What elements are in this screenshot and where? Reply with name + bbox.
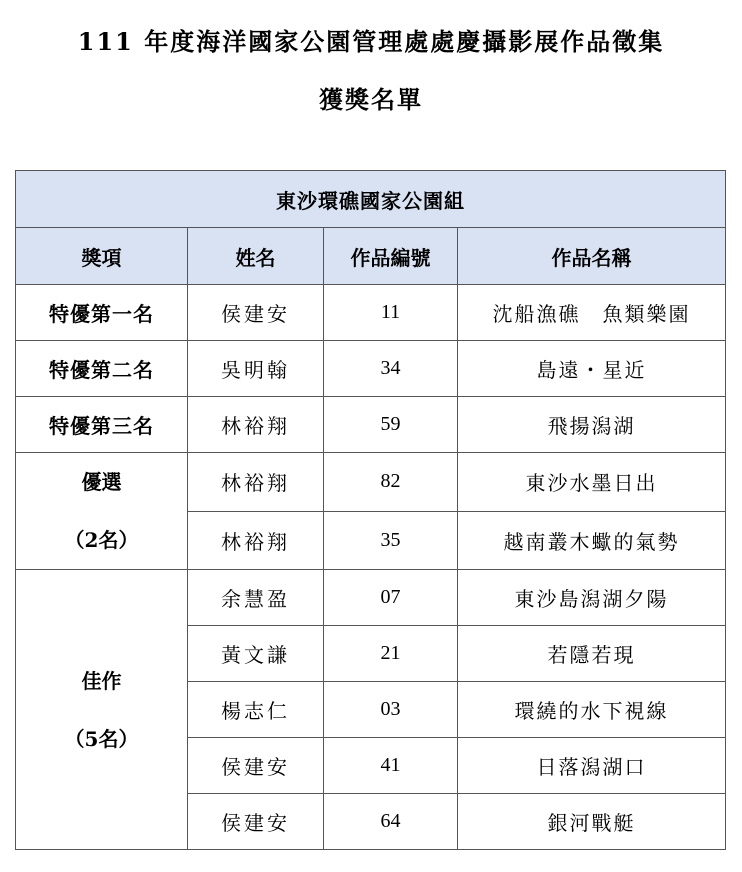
header-name: 姓名 (188, 228, 324, 285)
award-cell-merit (16, 570, 188, 850)
table-row (16, 341, 726, 397)
page-subtitle: 獲獎名單 (319, 85, 423, 114)
award-count: （5名） (64, 726, 139, 751)
work-cell: 島遠・星近 (458, 341, 726, 397)
number-cell: 41 (324, 738, 458, 794)
award-cell: 特優第二名 (16, 341, 188, 397)
header-work: 作品名稱 (458, 228, 726, 285)
number-cell: 35 (324, 511, 458, 570)
award-label: 優選 (81, 470, 122, 494)
work-cell: 東沙水墨日出 (458, 453, 726, 512)
work-cell: 沈船漁礁 魚類樂園 (458, 285, 726, 341)
name-cell: 吳明翰 (188, 341, 324, 397)
work-cell: 銀河戰艇 (458, 794, 726, 850)
award-cell: 特優第三名 (16, 397, 188, 453)
award-cell: 特優第一名 (16, 285, 188, 341)
award-label: 佳作 (81, 668, 122, 693)
award-cell-excellent (16, 453, 188, 570)
name-cell: 余慧盈 (188, 570, 324, 626)
number-cell: 64 (324, 794, 458, 850)
number-cell: 34 (324, 341, 458, 397)
work-cell: 環繞的水下視線 (458, 682, 726, 738)
name-cell: 楊志仁 (188, 682, 324, 738)
table-row (16, 397, 726, 453)
table-row (16, 285, 726, 341)
column-header-row (16, 228, 726, 285)
number-cell: 11 (324, 285, 458, 341)
name-cell: 黃文謙 (188, 626, 324, 682)
name-cell: 林裕翔 (188, 453, 324, 512)
work-cell: 東沙島潟湖夕陽 (458, 570, 726, 626)
work-cell: 越南叢木蠍的氣勢 (458, 511, 726, 570)
name-cell: 林裕翔 (188, 397, 324, 453)
work-cell: 日落潟湖口 (458, 738, 726, 794)
name-cell: 侯建安 (188, 285, 324, 341)
name-cell: 林裕翔 (188, 511, 324, 570)
header-award: 獎項 (16, 228, 188, 285)
header-number: 作品編號 (324, 228, 458, 285)
work-cell: 飛揚潟湖 (458, 397, 726, 453)
work-cell: 若隱若現 (458, 626, 726, 682)
awards-table (15, 170, 726, 850)
number-cell: 21 (324, 626, 458, 682)
number-cell: 59 (324, 397, 458, 453)
table-row (16, 453, 726, 512)
group-header-row (16, 171, 726, 228)
number-cell: 03 (324, 682, 458, 738)
name-cell: 侯建安 (188, 794, 324, 850)
name-cell: 侯建安 (188, 738, 324, 794)
number-cell: 82 (324, 453, 458, 512)
page-title: 111 年度海洋國家公園管理處處慶攝影展作品徵集 (77, 27, 665, 56)
award-count: （2名） (64, 528, 139, 552)
group-title: 東沙環礁國家公園組 (16, 171, 726, 228)
table-row (16, 570, 726, 626)
number-cell: 07 (324, 570, 458, 626)
